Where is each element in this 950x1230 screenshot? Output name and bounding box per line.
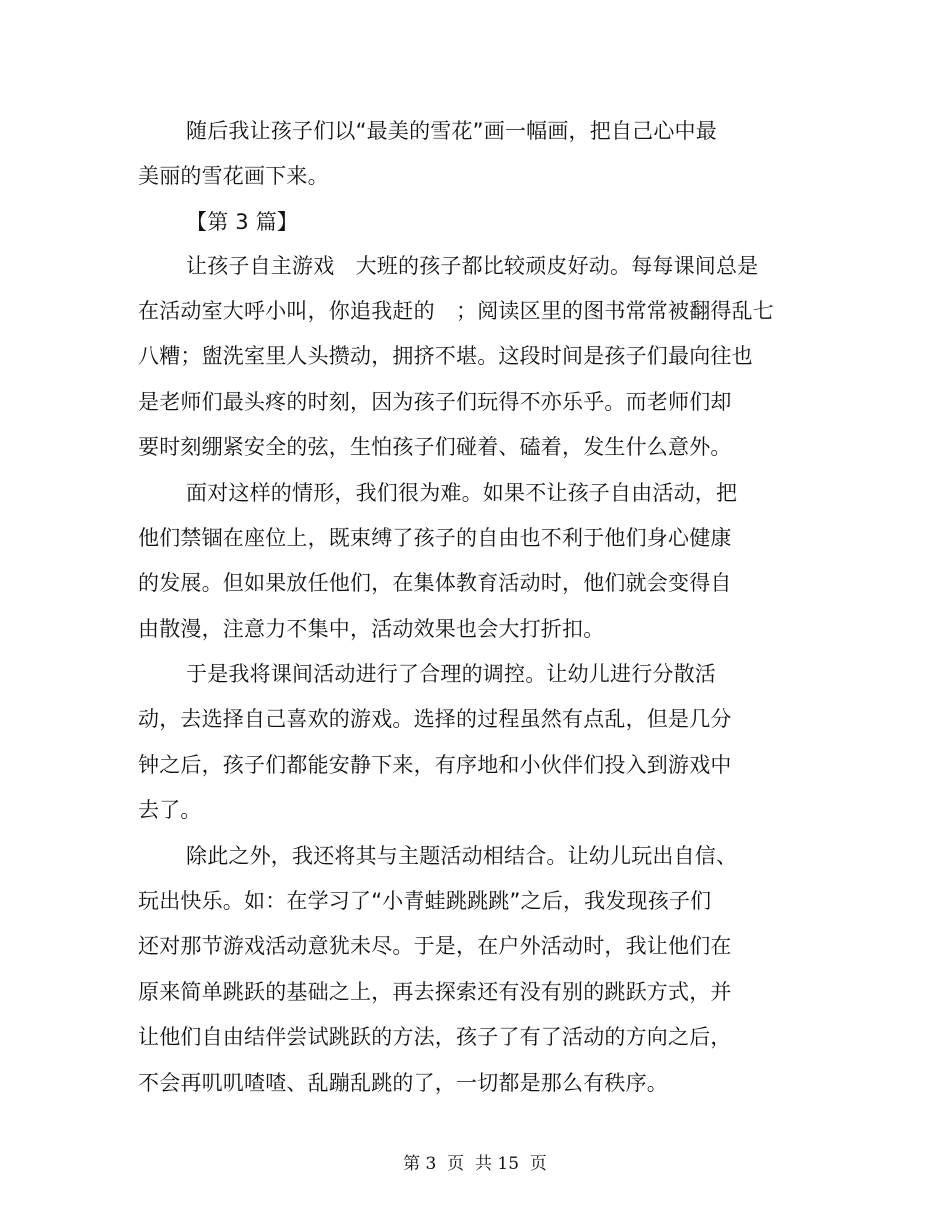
- paragraph-line: 在活动室大呼小叫，你追我赶的 ；阅读区里的图书常常被翻得乱七: [138, 299, 774, 323]
- paragraph-line: 还对那节游戏活动意犹未尽。于是，在户外活动时，我让他们在: [138, 934, 732, 958]
- paragraph-line: 动，去选择自己喜欢的游戏。选择的过程虽然有点乱，但是几分: [138, 707, 732, 731]
- paragraph-line: 于是我将课间活动进行了合理的调控。让幼儿进行分散活: [186, 662, 716, 686]
- paragraph-line: 钟之后，孩子们都能安静下来，有序地和小伙伴们投入到游戏中: [138, 753, 732, 777]
- page-number-footer: 第 3 页 共 15 页: [403, 1154, 547, 1174]
- paragraph-line: 他们禁锢在座位上，既束缚了孩子的自由也不利于他们身心健康: [138, 526, 732, 550]
- paragraph-line: 去了。: [138, 798, 202, 822]
- paragraph-line: 除此之外，我还将其与主题活动相结合。让幼儿玩出自信、: [186, 844, 738, 868]
- paragraph-line: 面对这样的情形，我们很为难。如果不让孩子自由活动，把: [186, 481, 738, 505]
- paragraph-line: 随后我让孩子们以“最美的雪花”画一幅画，把自己心中最: [186, 119, 717, 143]
- paragraph-line: 美丽的雪花画下来。: [138, 164, 329, 188]
- paragraph-line: 是老师们最头疼的时刻，因为孩子们玩得不亦乐乎。而老师们却: [138, 390, 732, 414]
- section-heading: 【第 3 篇】: [186, 210, 299, 234]
- paragraph-line: 的发展。但如果放任他们，在集体教育活动时，他们就会变得自: [138, 571, 732, 595]
- paragraph-line: 让孩子自主游戏 大班的孩子都比较顽皮好动。每每课间总是: [186, 254, 759, 278]
- paragraph-line: 八糟；盥洗室里人头攒动，拥挤不堪。这段时间是孩子们最向往也: [138, 344, 753, 368]
- paragraph-line: 玩出快乐。如：在学习了“小青蛙跳跳跳”之后，我发现孩子们: [138, 889, 712, 913]
- paragraph-line: 不会再叽叽喳喳、乱蹦乱跳的了，一切都是那么有秩序。: [138, 1071, 668, 1095]
- paragraph-line: 要时刻绷紧安全的弦，生怕孩子们碰着、磕着，发生什么意外。: [138, 435, 732, 459]
- paragraph-line: 原来简单跳跃的基础之上，再去探索还有没有别的跳跃方式，并: [138, 980, 732, 1004]
- paragraph-line: 由散漫，注意力不集中，活动效果也会大打折扣。: [138, 617, 605, 641]
- paragraph-line: 让他们自由结伴尝试跳跃的方法，孩子了有了活动的方向之后，: [138, 1025, 732, 1049]
